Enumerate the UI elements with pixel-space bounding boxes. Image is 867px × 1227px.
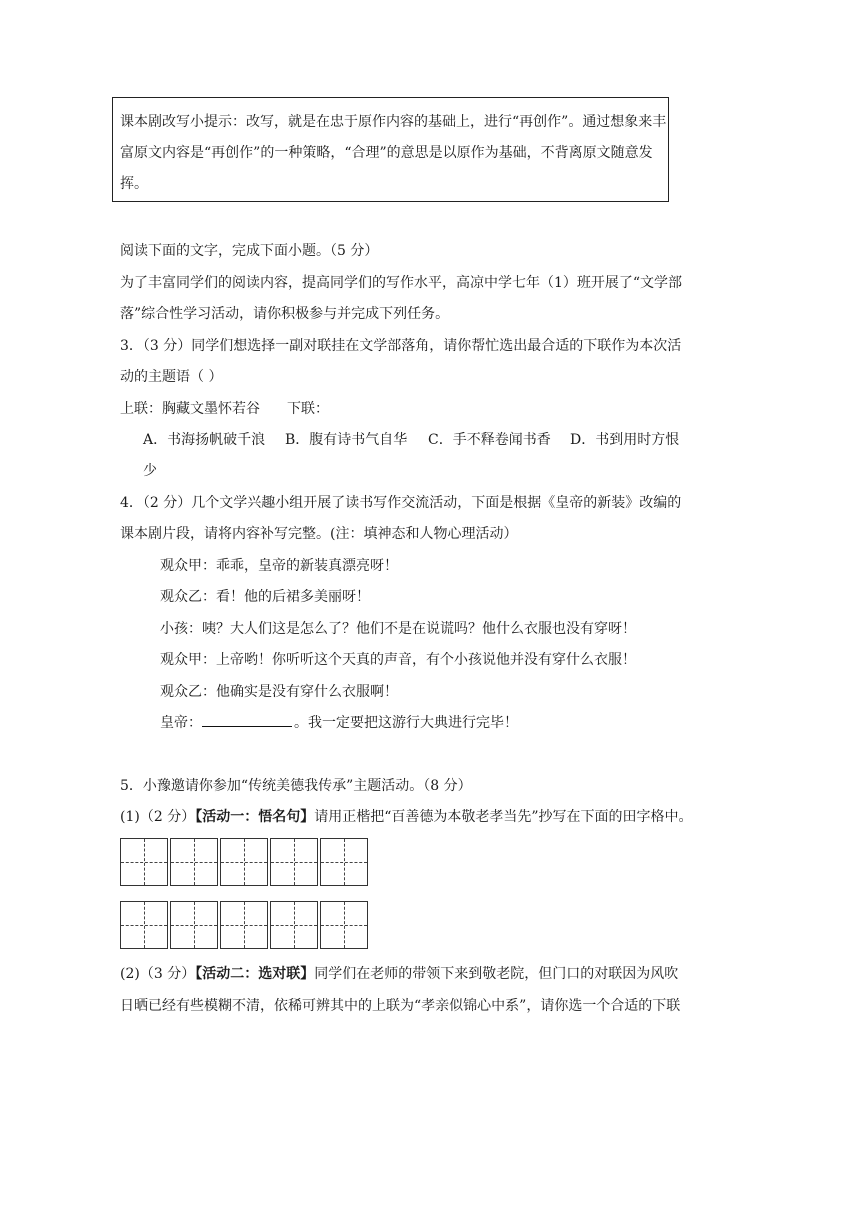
- q5-sub1-text: 请用正楷把“百善德为本敬老孝当先”抄写在下面的田字格中。: [314, 809, 693, 825]
- q3-option-d[interactable]: D．书到用时方恨: [570, 432, 680, 448]
- q5-sub2-text: 同学们在老师的带领下来到敬老院，但门口的对联因为风吹: [314, 966, 679, 982]
- tip-line-1: 课本剧改写小提示：改写，就是在忠于原作内容的基础上，进行“再创作”。通过想象来丰: [120, 114, 667, 130]
- q5-sub1-prefix: (1)（2 分）: [120, 809, 196, 825]
- tianzige-cell[interactable]: [170, 838, 218, 886]
- tianzige-cell[interactable]: [220, 901, 268, 949]
- q3-lower-couplet-label: 下联：: [287, 401, 329, 417]
- tianzige-cell[interactable]: [320, 838, 368, 886]
- q4-line2: 课本剧片段，请将内容补写完整。(注：填神态和人物心理活动）: [120, 526, 518, 542]
- tip-line-2: 富原文内容是“再创作”的一种策略，“合理”的意思是以原作为基础，不背离原文随意发: [120, 145, 653, 161]
- dialogue-line: 观众甲：乖乖，皇帝的新装真漂亮呀！: [160, 558, 398, 574]
- tianzige-cell[interactable]: [270, 901, 318, 949]
- tianzige-cell[interactable]: [220, 838, 268, 886]
- q4-line1: 4．（2 分）几个文学兴趣小组开展了读书写作交流活动，下面是根据《皇帝的新装》改编的: [120, 495, 682, 511]
- q5-sub1: [120, 806, 693, 826]
- tianzige-cell[interactable]: [320, 901, 368, 949]
- tianzige-cell[interactable]: [120, 901, 168, 949]
- tianzige-cell[interactable]: [170, 901, 218, 949]
- q3-line2: 动的主题语（ ）: [120, 369, 223, 385]
- q5-sub1-bracket: 【活动一：悟名句】: [195, 809, 315, 825]
- dialogue-line: 观众乙：他确实是没有穿什么衣服啊！: [160, 684, 398, 700]
- q5-sub2-line2: 日晒已经有些模糊不清，依稀可辨其中的上联为“孝亲似锦心中系”，请你选一个合适的下联: [120, 998, 681, 1014]
- q3-option-c[interactable]: C．手不释卷闻书香: [428, 432, 551, 448]
- tip-line-3: 挥。: [120, 176, 148, 192]
- reading-heading: 阅读下面的文字，完成下面小题。（5 分）: [120, 243, 379, 259]
- tianzige-row-1: [120, 838, 370, 886]
- q3-option-d-cont: 少: [143, 463, 157, 479]
- q5-line1: 5．小豫邀请你参加“传统美德我传承”主题活动。（8 分）: [120, 778, 472, 794]
- intro-para-line1: 为了丰富同学们的阅读内容，提高同学们的写作水平，高凉中学七年（1）班开展了“文学部: [120, 275, 683, 291]
- emperor-suffix: 。我一定要把这游行大典进行完毕！: [294, 715, 518, 731]
- q3-option-a[interactable]: A．书海扬帆破千浪: [143, 432, 266, 448]
- q3-option-b[interactable]: B．腹有诗书气自华: [285, 432, 408, 448]
- dialogue-line: 观众乙：看！他的后裙多美丽呀！: [160, 589, 370, 605]
- tianzige-cell[interactable]: [120, 838, 168, 886]
- dialogue-line: 观众甲：上帝哟！你听听这个天真的声音，有个小孩说他并没有穿什么衣服！: [160, 652, 636, 668]
- tianzige-cell[interactable]: [270, 838, 318, 886]
- dialogue-line: 小孩：咦？大人们这是怎么了？他们不是在说谎吗？他什么衣服也没有穿呀！: [160, 621, 636, 637]
- q5-sub2: [120, 963, 678, 983]
- q3-line1: 3．（3 分）同学们想选择一副对联挂在文学部落角，请你帮忙选出最合适的下联作为本次活: [120, 338, 682, 354]
- q5-sub2-bracket: 【活动二：选对联】: [195, 966, 315, 982]
- emperor-prefix: 皇帝：: [160, 715, 202, 731]
- emperor-line: [160, 712, 518, 732]
- intro-para-line2: 落”综合性学习活动，请你积极参与并完成下列任务。: [120, 306, 450, 322]
- emperor-answer-blank[interactable]: [202, 712, 292, 727]
- q3-upper-couplet: 上联：胸藏文墨怀若谷: [120, 401, 260, 417]
- q5-sub2-prefix: (2)（3 分）: [120, 966, 196, 982]
- tianzige-row-2: [120, 901, 370, 949]
